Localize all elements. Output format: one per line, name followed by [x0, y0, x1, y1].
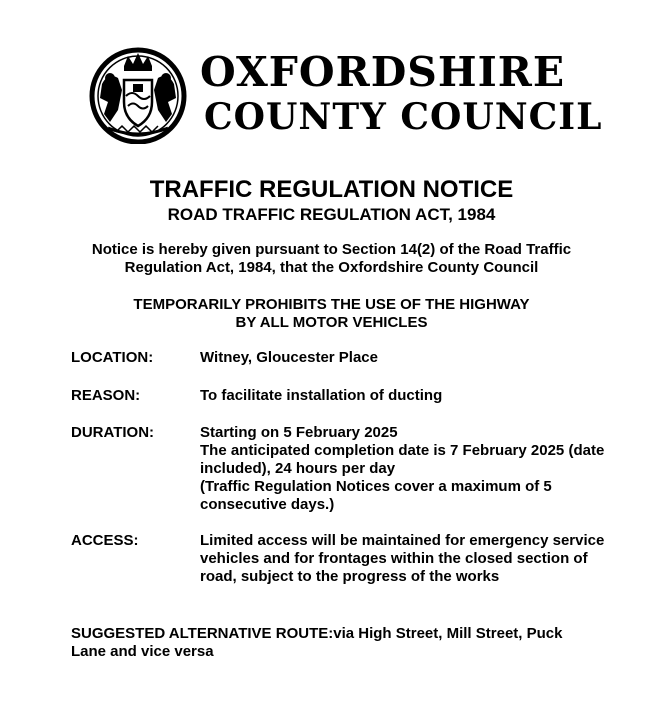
- access-line: vehicles and for frontages within the closed section of: [200, 550, 588, 567]
- council-crest-icon: [88, 44, 198, 144]
- alternative-route: [71, 625, 631, 661]
- notice-intro: [0, 241, 663, 277]
- council-name-line2: COUNTY COUNCIL: [204, 96, 603, 138]
- duration-line: The anticipated completion date is 7 February 2025 (date: [200, 442, 605, 459]
- prohibition-line: BY ALL MOTOR VEHICLES: [235, 314, 428, 331]
- access-value: [200, 532, 640, 586]
- council-header: [88, 44, 603, 144]
- duration-line: Starting on 5 February 2025: [200, 424, 398, 441]
- alternative-route-line: Lane and vice versa: [71, 643, 214, 660]
- intro-line: Notice is hereby given pursuant to Section 14(2) of the Road Traffic: [91, 241, 572, 258]
- access-line: Limited access will be maintained for emergency service: [200, 532, 605, 549]
- notice-subtitle: ROAD TRAFFIC REGULATION ACT, 1984: [167, 205, 496, 224]
- duration-line: included), 24 hours per day: [200, 460, 396, 477]
- notice-title: TRAFFIC REGULATION NOTICE: [149, 176, 514, 203]
- council-name: [200, 48, 603, 138]
- reason-label: REASON:: [71, 387, 141, 404]
- duration-label: DURATION:: [71, 424, 155, 441]
- prohibition-statement: [0, 296, 663, 332]
- duration-value: [200, 424, 640, 514]
- access-line: road, subject to the progress of the works: [200, 568, 500, 585]
- alternative-route-line: SUGGESTED ALTERNATIVE ROUTE:via High Street, Mill Street, Puck: [71, 625, 563, 642]
- location-label: LOCATION:: [71, 349, 154, 366]
- duration-line: consecutive days.): [200, 496, 335, 513]
- reason-value: To facilitate installation of ducting: [200, 387, 443, 404]
- prohibition-line: TEMPORARILY PROHIBITS THE USE OF THE HIGHWAY: [133, 296, 530, 313]
- location-value: Witney, Gloucester Place: [200, 349, 378, 366]
- access-label: ACCESS:: [71, 532, 139, 549]
- council-name-line1: OXFORDSHIRE: [200, 48, 566, 96]
- intro-line: Regulation Act, 1984, that the Oxfordshire County Council: [124, 259, 539, 276]
- duration-line: (Traffic Regulation Notices cover a maximum of 5: [200, 478, 552, 495]
